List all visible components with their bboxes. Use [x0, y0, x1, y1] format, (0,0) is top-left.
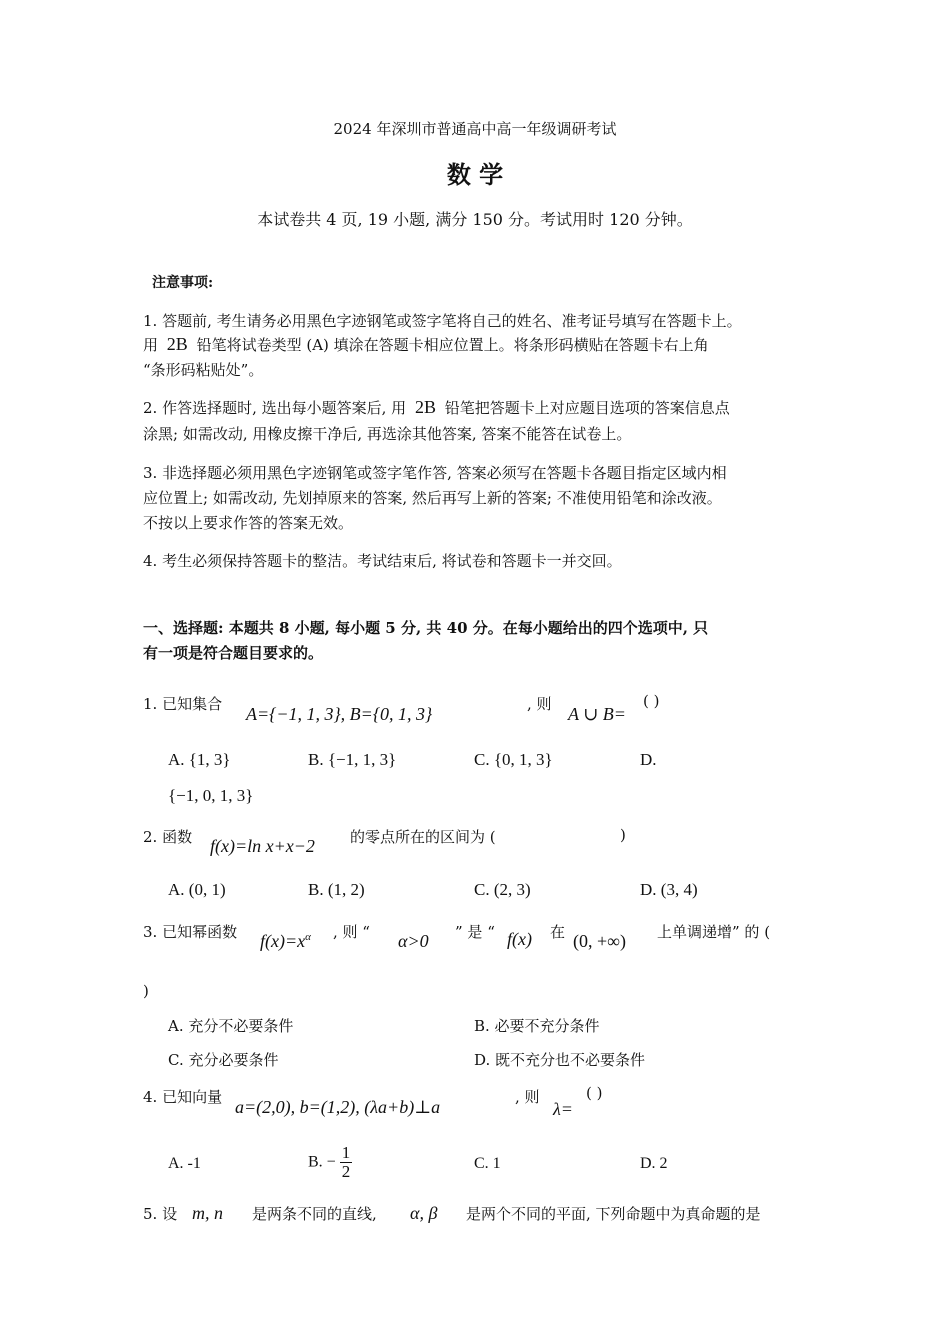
q3-function-base: f(x)=x: [260, 931, 306, 951]
subject-title: 数 学: [446, 160, 504, 189]
q3-comma: , 则 “: [333, 923, 370, 941]
note-2-line-2: 涂黑; 如需改动, 用橡皮擦干净后, 再选涂其他答案, 答案不能答在试卷上。: [143, 425, 632, 443]
note-3-line-2: 应位置上; 如需改动, 先划掉原来的答案, 然后再写上新的答案; 不准使用铅笔和涂改液。: [143, 489, 722, 507]
q4-vectors: a=(2,0), b=(1,2), (λa+b)⊥a: [235, 1097, 441, 1117]
q1-option-b: B. {−1, 1, 3}: [308, 750, 397, 769]
q1-option-a: A. {1, 3}: [168, 750, 231, 769]
q4-option-a: A. -1: [168, 1155, 201, 1172]
q1-option-d: D.: [640, 750, 657, 769]
q2-paren-close: ): [620, 826, 626, 844]
exam-title: 2024 年深圳市普通高中高一年级调研考试: [333, 120, 617, 138]
note-1-line-1: 1. 答题前, 考生请务必用黑色字迹钢笔或签字笔将自己的姓名、准考证号填写在答题卡上。: [143, 312, 742, 330]
note-1-line-3: “条形码粘贴处”。: [143, 361, 264, 379]
q2-option-a: A. (0, 1): [168, 880, 226, 899]
q3-option-d: D. 既不充分也不必要条件: [474, 1051, 646, 1069]
q2-tail: 的零点所在的区间为 (: [350, 828, 496, 846]
q3-in: 在: [550, 923, 566, 941]
q4-option-d: D. 2: [640, 1155, 668, 1172]
q3-option-c: C. 充分必要条件: [168, 1051, 279, 1069]
q4-option-b-fraction: [340, 1144, 353, 1181]
q1-stem: 1. 已知集合: [143, 695, 223, 713]
q5-planes: α, β: [410, 1203, 438, 1223]
q5-lines: m, n: [192, 1203, 223, 1223]
q3-function-exponent: α: [305, 931, 311, 943]
section-1-line-1: 一、选择题: 本题共 8 小题, 每小题 5 分, 共 40 分。在每小题给出的四个选项中, 只: [143, 619, 709, 637]
q3-stem: 3. 已知幂函数: [143, 923, 238, 941]
q3-fx: f(x): [507, 929, 532, 949]
q2-stem: 2. 函数: [143, 828, 193, 846]
q5-stem: 5. 设: [143, 1205, 178, 1223]
q1-then: , 则: [527, 695, 552, 713]
q5-mid: 是两条不同的直线,: [252, 1205, 377, 1223]
note-2-post: 铅笔把答题卡上对应题目选项的答案信息点: [444, 399, 730, 417]
q1-union: A ∪ B=: [568, 704, 626, 724]
q4-option-c: C. 1: [474, 1155, 501, 1172]
q3-paren-close: ): [143, 982, 149, 1000]
q3-condition: α>0: [398, 931, 429, 951]
note-2-line-1: [143, 394, 730, 422]
note-2-pre: 2. 作答选择题时, 选出每小题答案后, 用: [143, 399, 407, 417]
q3-tail: 上单调递增” 的 (: [657, 923, 771, 941]
q4-stem: 4. 已知向量: [143, 1088, 223, 1106]
q2-option-d: D. (3, 4): [640, 880, 698, 899]
q5-tail: 是两个不同的平面, 下列命题中为真命题的是: [466, 1205, 761, 1223]
q2-function: f(x)=ln x+x−2: [210, 836, 315, 856]
section-1-line-2: 有一项是符合题目要求的。: [143, 644, 324, 662]
q3-interval: (0, +∞): [573, 931, 626, 951]
q2-option-c: C. (2, 3): [474, 880, 531, 899]
q4-lambda: λ=: [553, 1099, 573, 1119]
q4-option-b-denominator: 2: [341, 1162, 351, 1181]
q4-then: , 则: [515, 1088, 540, 1106]
note-1-line-2: [143, 331, 709, 359]
q3-option-a: A. 充分不必要条件: [168, 1017, 294, 1035]
exam-summary: 本试卷共 4 页, 19 小题, 满分 150 分。考试用时 120 分钟。: [257, 210, 693, 229]
note-3-line-3: 不按以上要求作答的答案无效。: [143, 514, 354, 532]
note-1-2b: 2B: [166, 334, 188, 354]
q4-option-b: [308, 1144, 352, 1181]
note-2-2b: 2B: [414, 397, 436, 417]
q4-option-b-numerator: 1: [341, 1143, 351, 1162]
note-1-pre: 用: [143, 336, 159, 354]
q3-function: [260, 931, 311, 952]
q1-sets: A={−1, 1, 3}, B={0, 1, 3}: [246, 704, 433, 724]
note-3-line-1: 3. 非选择题必须用黑色字迹钢笔或签字笔作答, 答案必须写在答题卡各题目指定区域内相: [143, 464, 727, 482]
q4-paren: ( ): [586, 1084, 603, 1102]
note-4-line-1: 4. 考生必须保持答题卡的整洁。考试结束后, 将试卷和答题卡一并交回。: [143, 552, 622, 570]
note-1-post: 铅笔将试卷类型 (A) 填涂在答题卡相应位置上。将条形码横贴在答题卡右上角: [196, 336, 709, 354]
q1-option-d-value: {−1, 0, 1, 3}: [168, 786, 254, 805]
q4-option-b-prefix: B. −: [308, 1153, 336, 1171]
notes-title: 注意事项:: [152, 275, 214, 291]
q3-option-b: B. 必要不充分条件: [474, 1017, 600, 1035]
q1-option-c: C. {0, 1, 3}: [474, 750, 553, 769]
q2-option-b: B. (1, 2): [308, 880, 365, 899]
q3-is: ” 是 “: [455, 923, 495, 941]
q1-paren: ( ): [643, 692, 660, 710]
